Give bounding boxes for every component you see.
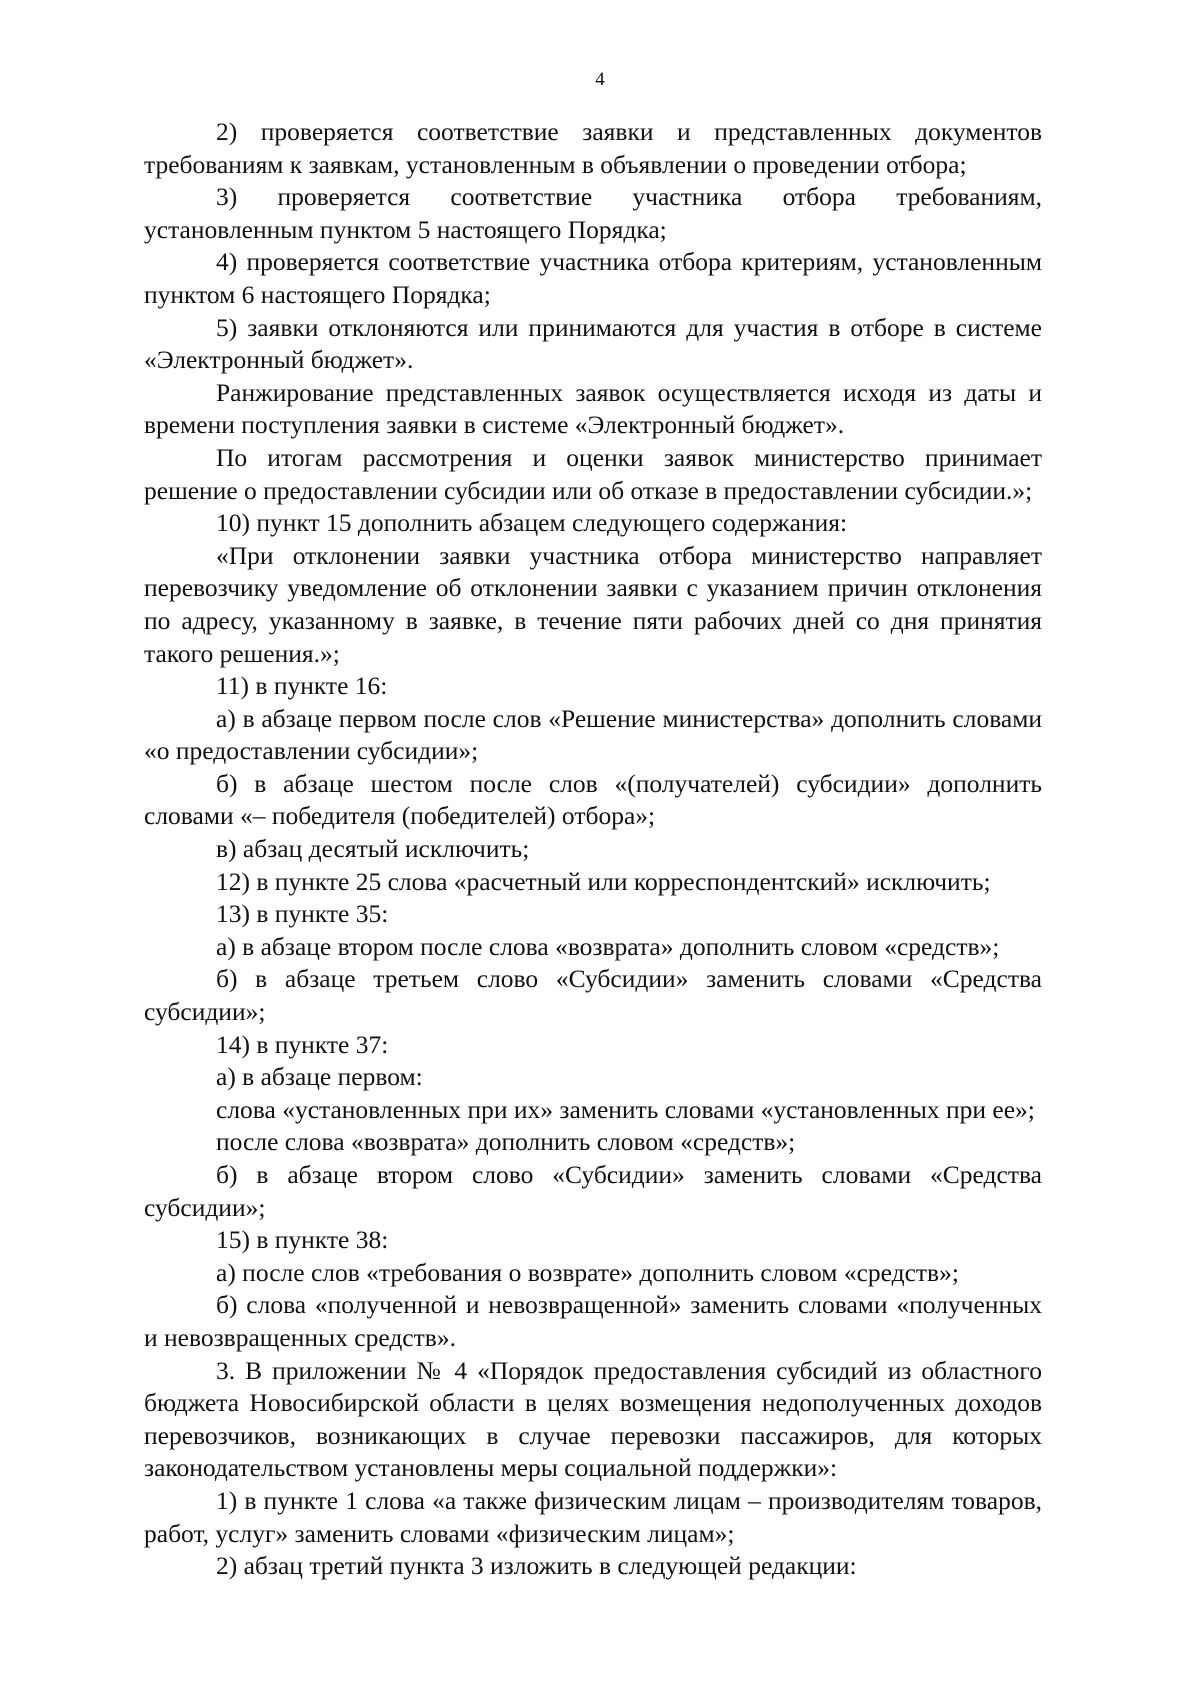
paragraph: По итогам рассмотрения и оценки заявок министерство принимает решение о предоставлении субсидии или об отказе в предоставлении субсидии.»;	[144, 442, 1042, 505]
paragraph: а) после слов «требования о возврате» дополнить словом «средств»;	[216, 1257, 959, 1287]
paragraph: 3) проверяется соответствие участника отбора требованиям, установленным пунктом 5 настоящего Порядка;	[144, 182, 1042, 244]
paragraph: 2) проверяется соответствие заявки и представленных документов требованиям к заявкам, установленным в объявлении о проведении отбора;	[144, 117, 1042, 179]
paragraph: а) в абзаце первом:	[216, 1062, 423, 1092]
paragraph: Ранжирование представленных заявок осуществляется исходя из даты и времени поступления заявки в системе «Электронный бюджет».	[144, 377, 1042, 440]
paragraph: 12) в пункте 25 слова «расчетный или корреспондентский» исключить;	[216, 866, 991, 896]
document-body	[144, 116, 1042, 1583]
paragraph: 13) в пункте 35:	[216, 899, 389, 929]
paragraph: в) абзац десятый исключить;	[216, 834, 530, 864]
paragraph: а) в абзаце втором после слова «возврата» дополнить словом «средств»;	[216, 931, 1000, 961]
paragraph: 5) заявки отклоняются или принимаются для участия в отборе в системе «Электронный бюджет».	[144, 312, 1042, 375]
paragraph: 10) пункт 15 дополнить абзацем следующего содержания:	[216, 508, 848, 538]
paragraph: 2) абзац третий пункта 3 изложить в следующей редакции:	[216, 1551, 857, 1581]
paragraph: б) слова «полученной и невозвращенной» заменить словами «полученных и невозвращенных средств».	[144, 1290, 1042, 1352]
paragraph: 1) в пункте 1 слова «а также физическим лицам – производителям товаров, работ, услуг» заменить словами «физическим лицам»;	[144, 1485, 1042, 1548]
paragraph: слова «установленных при их» заменить словами «установленных при ее»;	[216, 1094, 1035, 1124]
paragraph: после слова «возврата» дополнить словом «средств»;	[216, 1127, 796, 1157]
paragraph: «При отклонении заявки участника отбора министерство направляет перевозчику уведомление об отклонении заявки с указанием причин отклонения по адресу, указанному в заявке, в течение пяти рабочих дней со дня принятия такого решения.»;	[144, 540, 1042, 668]
paragraph: 3. В приложении № 4 «Порядок предоставления субсидий из областного бюджета Новосибирской области в целях возмещения недополученных доходов перевозчиков, возникающих в случае перевозки пассажиров, для которых законодательством установлены меры социальной поддержки»:	[144, 1355, 1042, 1483]
paragraph: 14) в пункте 37:	[216, 1029, 389, 1059]
paragraph: а) в абзаце первом после слов «Решение министерства» дополнить словами «о предоставлении субсидии»;	[144, 703, 1042, 766]
paragraph: б) в абзаце втором слово «Субсидии» заменить словами «Средства субсидии»;	[144, 1160, 1042, 1222]
paragraph: 15) в пункте 38:	[216, 1225, 389, 1255]
page-number: 4	[595, 69, 605, 90]
paragraph: 11) в пункте 16:	[216, 671, 388, 701]
paragraph: б) в абзаце шестом после слов «(получателей) субсидии» дополнить словами «– победителя (победителей) отбора»;	[144, 768, 1042, 831]
paragraph: 4) проверяется соответствие участника отбора критериям, установленным пунктом 6 настоящего Порядка;	[144, 247, 1042, 309]
paragraph: б) в абзаце третьем слово «Субсидии» заменить словами «Средства субсидии»;	[144, 964, 1042, 1027]
